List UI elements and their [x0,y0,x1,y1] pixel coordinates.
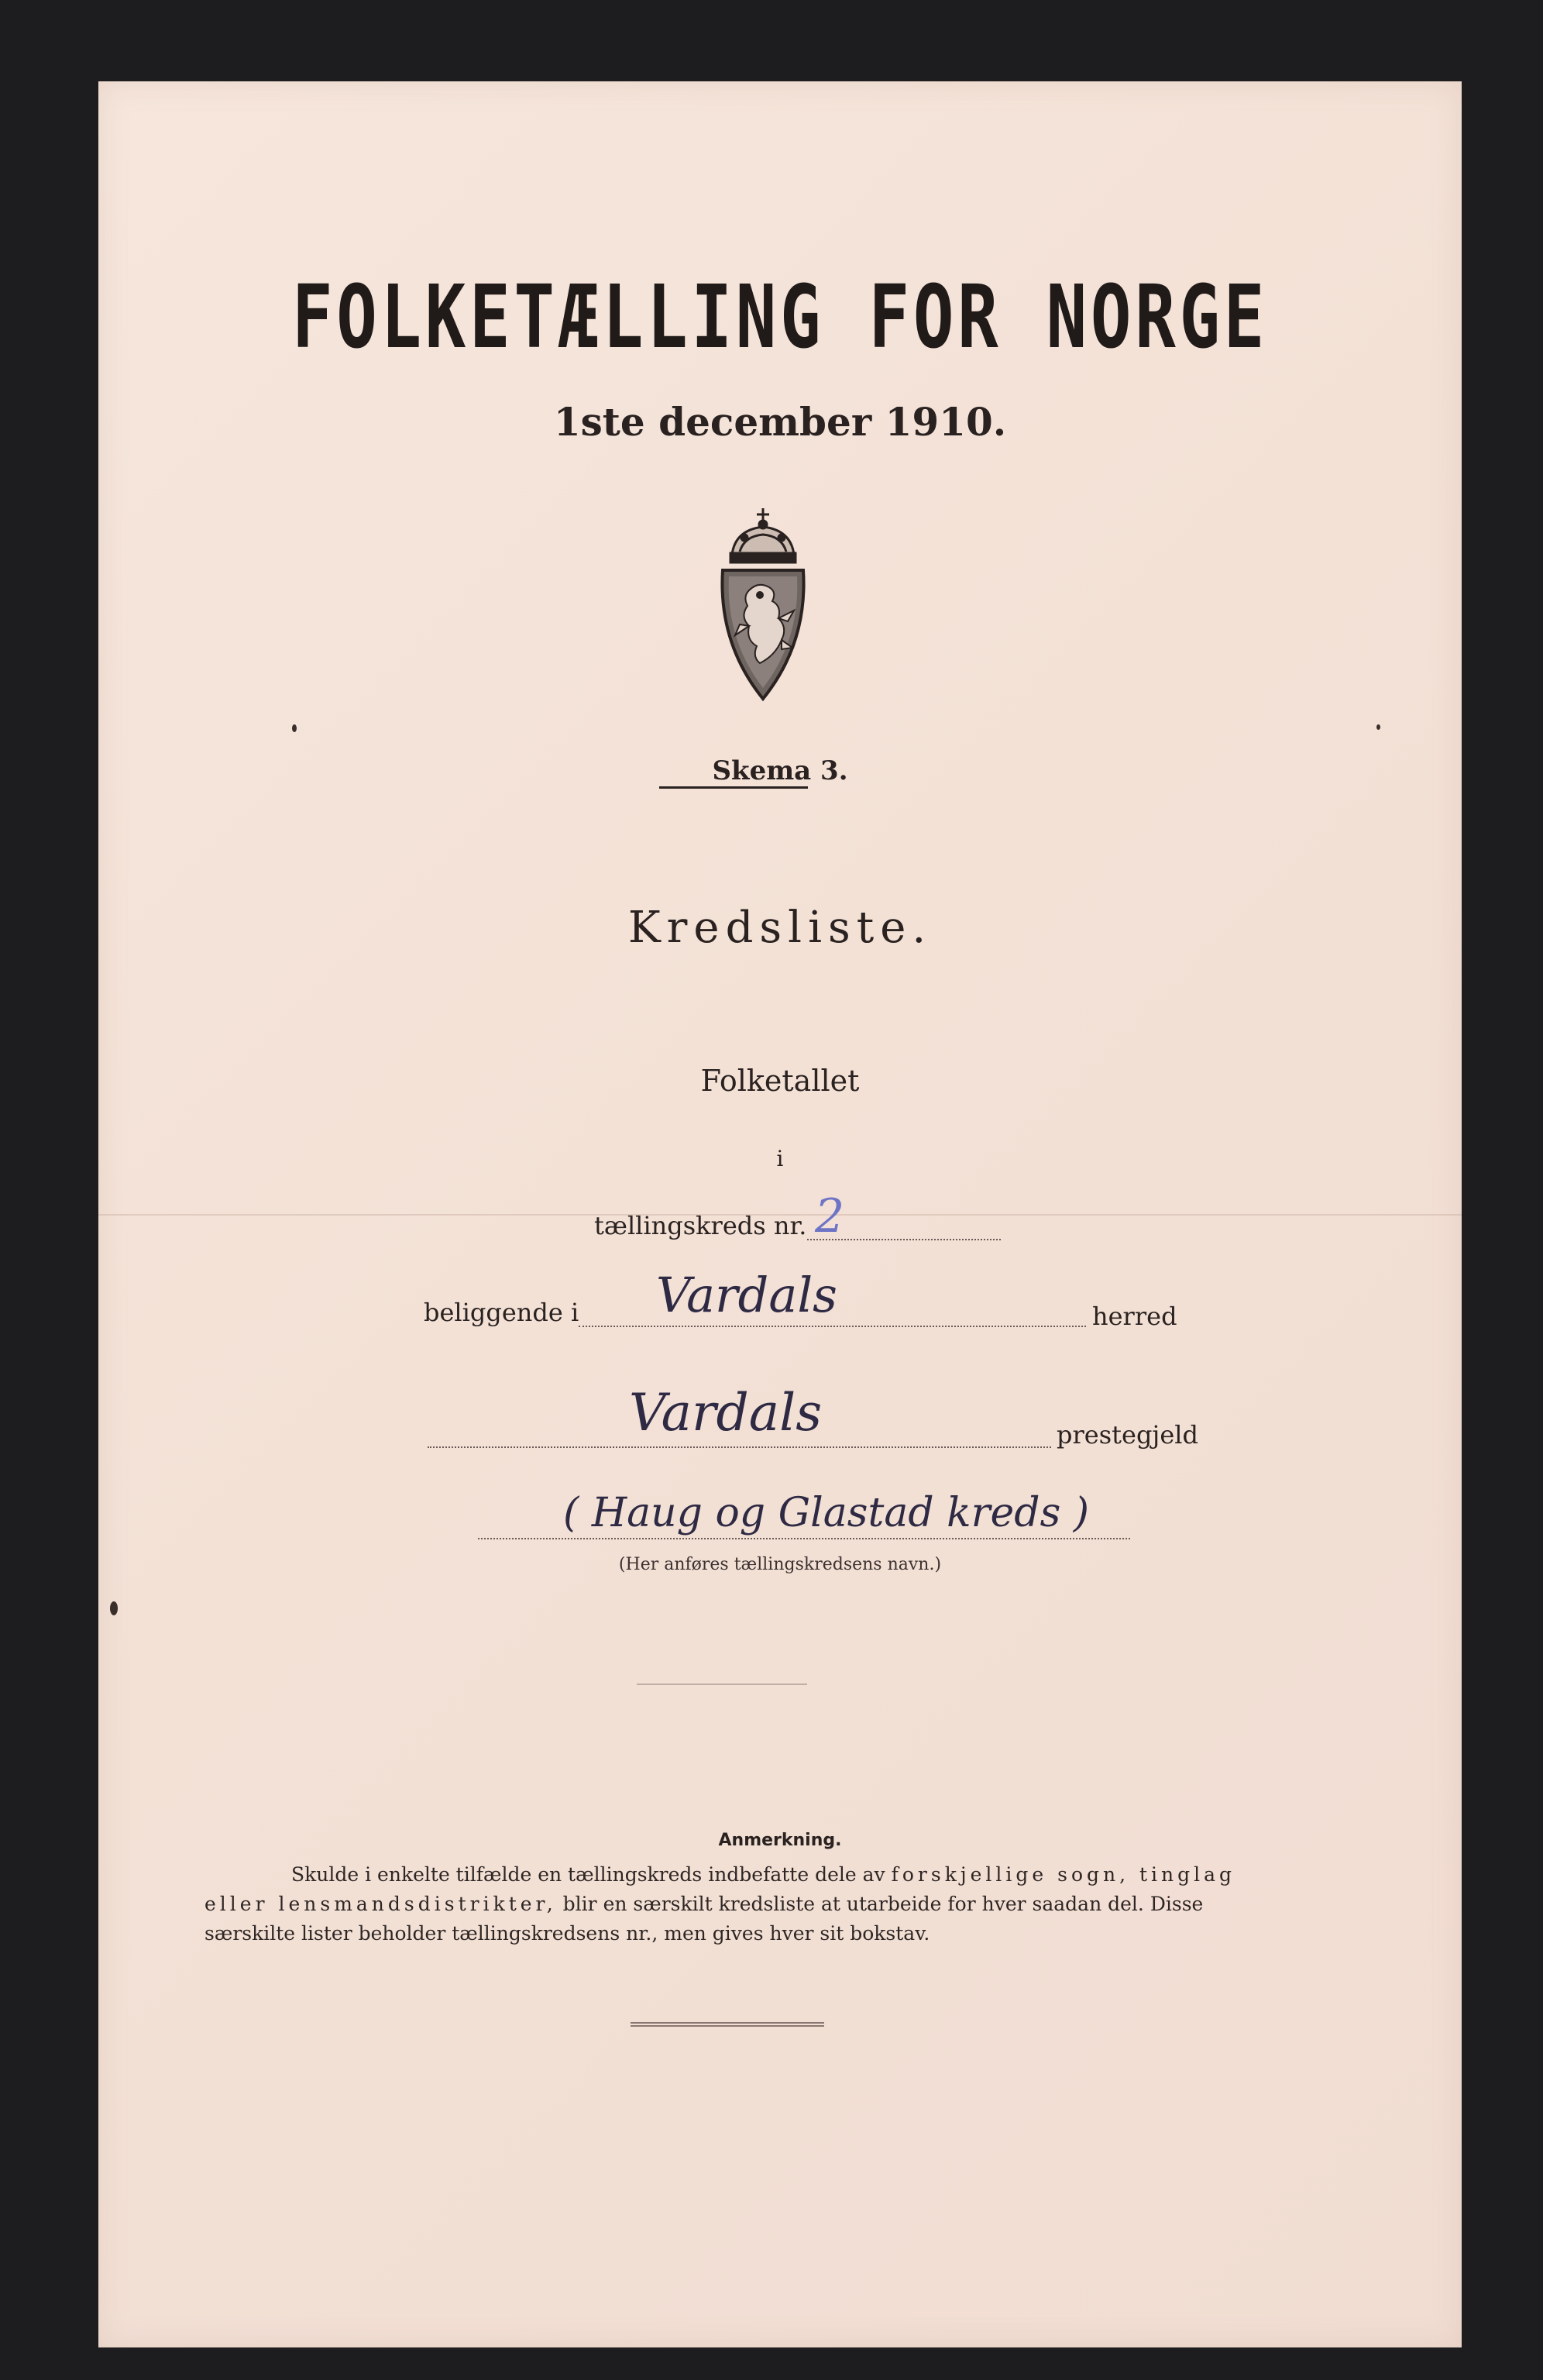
prestegjeld-label: prestegjeld [1057,1420,1198,1450]
note-line-1-spaced: forskjellige sogn, tinglag [891,1863,1236,1886]
note-line-2-spaced: eller lensmandsdistrikter, [204,1893,557,1915]
herred-value: Vardals [656,1267,837,1323]
census-date: 1ste december 1910. [553,399,1007,445]
note-line-2-text: blir en særskilt kredsliste at utarbeide for hver saadan del. Disse [562,1893,1204,1915]
section-divider [637,1684,807,1685]
located-in-label: beliggende i [424,1298,579,1327]
schema-number: Skema 3. [712,755,848,786]
norwegian-coat-of-arms-icon [701,504,825,705]
district-number-value: 2 [815,1189,845,1243]
document-subheading: Folketallet [700,1064,860,1098]
herred-label: herred [1092,1302,1177,1331]
paper-blemish [110,1601,118,1615]
note-line-1 [204,1860,1366,1890]
paper-blemish [1376,724,1380,730]
note-line-1-text: Skulde i enkelte tilfælde en tællingskreds indbefatte dele av [291,1863,885,1886]
district-name-line [478,1538,1130,1539]
note-body [204,1860,1366,1948]
district-number-label: tællingskreds nr. [594,1211,807,1240]
document-title: FOLKETÆLLING FOR NORGE [291,267,1269,368]
census-form-page [98,81,1462,2347]
note-title: Anmerkning. [718,1831,842,1850]
schema-underline [659,786,808,789]
prestegjeld-value: Vardals [629,1383,823,1443]
district-name-value: ( Haug og Glastad kreds ) [563,1490,1090,1536]
district-name-caption: (Her anføres tællingskredsens navn.) [618,1555,942,1574]
paper-blemish [292,724,297,732]
note-line-3: særskilte lister beholder tællingskredsens nr., men gives hver sit bokstav. [204,1922,930,1945]
preposition-text: i [776,1146,784,1171]
prestegjeld-line [428,1446,1051,1448]
closing-double-rule [631,2022,824,2027]
document-heading: Kredsliste. [627,903,933,953]
herred-line [579,1326,1086,1327]
